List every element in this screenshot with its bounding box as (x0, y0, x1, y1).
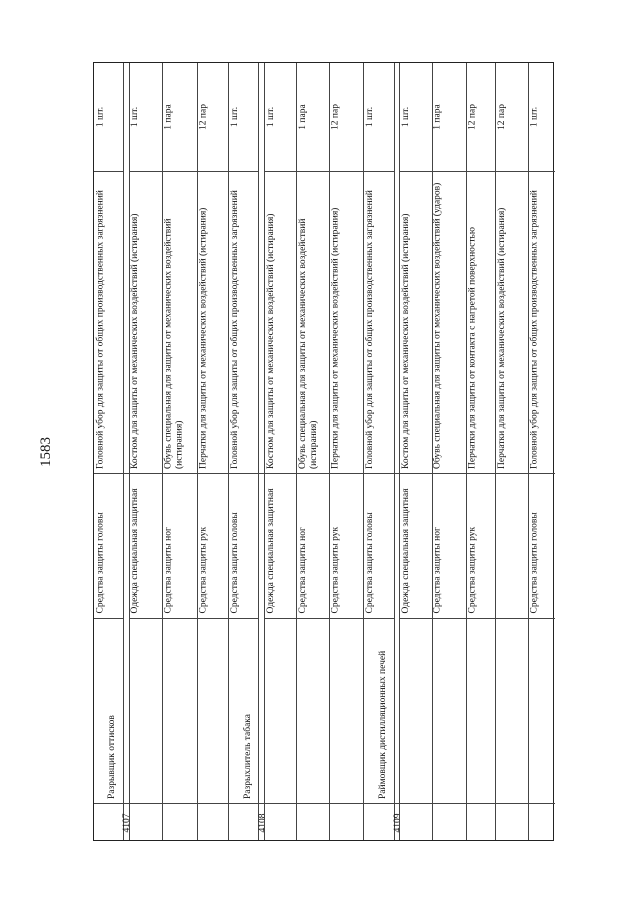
profession-code-cell (467, 803, 495, 842)
ppe-description-cell (433, 171, 467, 473)
profession-code-cell (198, 803, 228, 842)
profession-code-cell (130, 803, 163, 842)
table-row (129, 63, 163, 840)
ppe-description: Костюм для защиты от механических воздействий (истирания) (130, 213, 141, 469)
profession-code: 4108 (257, 813, 268, 833)
profession-title (297, 621, 329, 802)
table-row (466, 63, 495, 840)
ppe-quantity: 12 пар (198, 104, 209, 130)
table-row (197, 63, 228, 840)
profession-title: Раймовщик дистилляционных печей (377, 650, 388, 799)
ppe-type-cell (330, 473, 364, 618)
ppe-quantity-cell (496, 63, 527, 171)
ppe-quantity: 1 шт. (400, 106, 411, 128)
profession-code (432, 806, 467, 841)
ppe-description: Перчатки для защиты от механических воздействий (истирания) (330, 207, 341, 469)
profession-code: 4109 (392, 813, 403, 833)
ppe-quantity: 1 шт. (130, 106, 141, 128)
profession-title-cell (297, 618, 328, 803)
ppe-quantity-cell (400, 63, 431, 171)
table-row (264, 63, 296, 840)
ppe-type: Средства защиты рук (467, 526, 478, 614)
ppe-type-cell (198, 473, 228, 618)
ppe-type: Средства защиты головы (364, 512, 375, 614)
ppe-description-cell (229, 171, 258, 473)
ppe-quantity-cell (297, 63, 328, 171)
ppe-quantity-cell (467, 63, 495, 171)
ppe-description: Головной убор для защиты от общих производственных загрязнений (229, 189, 240, 469)
ppe-quantity-cell (130, 63, 163, 171)
profession-title-cell (330, 618, 364, 803)
profession-title (528, 621, 555, 802)
ppe-quantity-cell (229, 63, 258, 171)
ppe-quantity-cell (330, 63, 364, 171)
profession-code (496, 806, 528, 841)
profession-code: 4107 (122, 813, 133, 833)
ppe-description: Обувь специальная для защиты от механических воздействий (истирания) (163, 218, 185, 469)
table-row (329, 63, 364, 840)
profession-title (432, 621, 467, 802)
ppe-description-cell (297, 171, 328, 473)
table-row (162, 63, 197, 840)
ppe-quantity: 1 пара (297, 104, 308, 130)
table-row (296, 63, 328, 840)
ppe-type-cell (496, 473, 527, 618)
ppe-type-cell (297, 473, 328, 618)
profession-code-cell (330, 803, 364, 842)
ppe-quantity-cell (433, 63, 467, 171)
ppe-norms-table (93, 62, 554, 841)
ppe-type-cell (433, 473, 467, 618)
ppe-quantity: 1 шт. (229, 106, 240, 128)
ppe-description: Обувь специальная для защиты от механических воздействий (ударов) (433, 182, 444, 469)
ppe-quantity-cell (94, 63, 123, 171)
ppe-quantity: 12 пар (330, 104, 341, 130)
profession-code-cell (265, 803, 296, 842)
profession-title-cell (400, 618, 431, 803)
profession-title (129, 621, 163, 802)
ppe-quantity: 1 пара (163, 104, 174, 130)
profession-code-cell (433, 803, 467, 842)
ppe-description: Головной убор для защиты от общих производственных загрязнений (529, 189, 540, 469)
profession-code-cell (229, 803, 258, 842)
profession-code (528, 806, 555, 841)
profession-title-cell (163, 618, 197, 803)
profession-title-cell (265, 618, 296, 803)
page-number: 1583 (38, 437, 54, 467)
ppe-description-cell (198, 171, 228, 473)
ppe-type-cell (400, 473, 431, 618)
ppe-description-cell (163, 171, 197, 473)
ppe-quantity-cell (265, 63, 296, 171)
ppe-type-cell (163, 473, 197, 618)
ppe-quantity-cell (198, 63, 228, 171)
ppe-type: Одежда специальная защитная (400, 488, 411, 614)
ppe-quantity: 12 пар (467, 104, 478, 130)
ppe-description-cell (467, 171, 495, 473)
ppe-description-cell (400, 171, 431, 473)
profession-code (364, 806, 394, 841)
profession-title-cell (433, 618, 467, 803)
ppe-description-cell (330, 171, 364, 473)
profession-code-cell (400, 803, 431, 842)
ppe-type: Средства защиты рук (330, 526, 341, 614)
ppe-quantity-cell (529, 63, 555, 171)
table-row (528, 63, 555, 840)
profession-code (129, 806, 163, 841)
profession-code-cell (364, 803, 393, 842)
ppe-type-cell (130, 473, 163, 618)
profession-code (329, 806, 364, 841)
ppe-quantity: 1 шт. (265, 106, 276, 128)
profession-code (94, 806, 123, 841)
profession-code-cell (496, 803, 527, 842)
profession-title (264, 621, 296, 802)
ppe-quantity: 12 пар (496, 104, 507, 130)
profession-title (329, 621, 364, 802)
table-row (399, 63, 431, 840)
profession-code (197, 806, 228, 841)
profession-title (400, 621, 432, 802)
profession-title: Разрыхлитель табака (242, 713, 253, 799)
profession-code (400, 806, 432, 841)
ppe-description: Перчатки для защиты от механических воздействий (истирания) (496, 207, 507, 469)
ppe-type-cell (265, 473, 296, 618)
ppe-description: Костюм для защиты от механических воздействий (истирания) (265, 213, 276, 469)
profession-title-cell (467, 618, 495, 803)
profession-code (297, 806, 329, 841)
ppe-type-cell (467, 473, 495, 618)
profession-title-cell (130, 618, 163, 803)
profession-title (467, 621, 496, 802)
ppe-description-cell (94, 171, 123, 473)
ppe-quantity: 1 шт. (94, 106, 105, 128)
ppe-type (496, 476, 528, 617)
ppe-type: Средства защиты ног (163, 527, 174, 614)
table-row (432, 63, 467, 840)
table-row (495, 63, 527, 840)
ppe-description: Головной убор для защиты от общих производственных загрязнений (364, 189, 375, 469)
ppe-description-cell (496, 171, 527, 473)
ppe-description: Обувь специальная для защиты от механических воздействий (истирания) (297, 218, 319, 469)
profession-code-cell (297, 803, 328, 842)
profession-code-cell (529, 803, 555, 842)
ppe-description: Перчатки для защиты от механических воздействий (истирания) (198, 207, 209, 469)
ppe-type: Средства защиты головы (529, 512, 540, 614)
profession-code (467, 806, 496, 841)
profession-title-cell (529, 618, 555, 803)
ppe-quantity: 1 шт. (364, 106, 375, 128)
ppe-quantity-cell (163, 63, 197, 171)
ppe-type: Одежда специальная защитная (265, 488, 276, 614)
profession-title-cell (198, 618, 228, 803)
ppe-description-cell (364, 171, 393, 473)
ppe-description: Перчатки для защиты от контакта с нагретой поверхностью (467, 226, 478, 469)
ppe-type: Средства защиты ног (433, 527, 444, 614)
ppe-type-cell (529, 473, 555, 618)
ppe-description-cell (529, 171, 555, 473)
profession-code (264, 806, 296, 841)
ppe-description-cell (130, 171, 163, 473)
ppe-type: Средства защиты головы (94, 512, 105, 614)
profession-code (229, 806, 259, 841)
profession-code-cell (163, 803, 197, 842)
ppe-type: Одежда специальная защитная (130, 488, 141, 614)
profession-title (197, 621, 228, 802)
ppe-description-cell (265, 171, 296, 473)
ppe-type: Средства защиты рук (198, 526, 209, 614)
profession-title-cell (496, 618, 527, 803)
profession-code (163, 806, 198, 841)
ppe-description: Головной убор для защиты от общих производственных загрязнений (94, 189, 105, 469)
profession-title (163, 621, 198, 802)
ppe-quantity: 1 шт. (529, 106, 540, 128)
ppe-quantity: 1 пара (433, 104, 444, 130)
profession-title (496, 621, 528, 802)
ppe-type: Средства защиты ног (297, 527, 308, 614)
ppe-description: Костюм для защиты от механических воздействий (истирания) (400, 213, 411, 469)
profession-code-cell (94, 803, 123, 842)
profession-title: Разрывщик оттисков (107, 714, 118, 799)
ppe-quantity-cell (364, 63, 393, 171)
ppe-type: Средства защиты головы (229, 512, 240, 614)
